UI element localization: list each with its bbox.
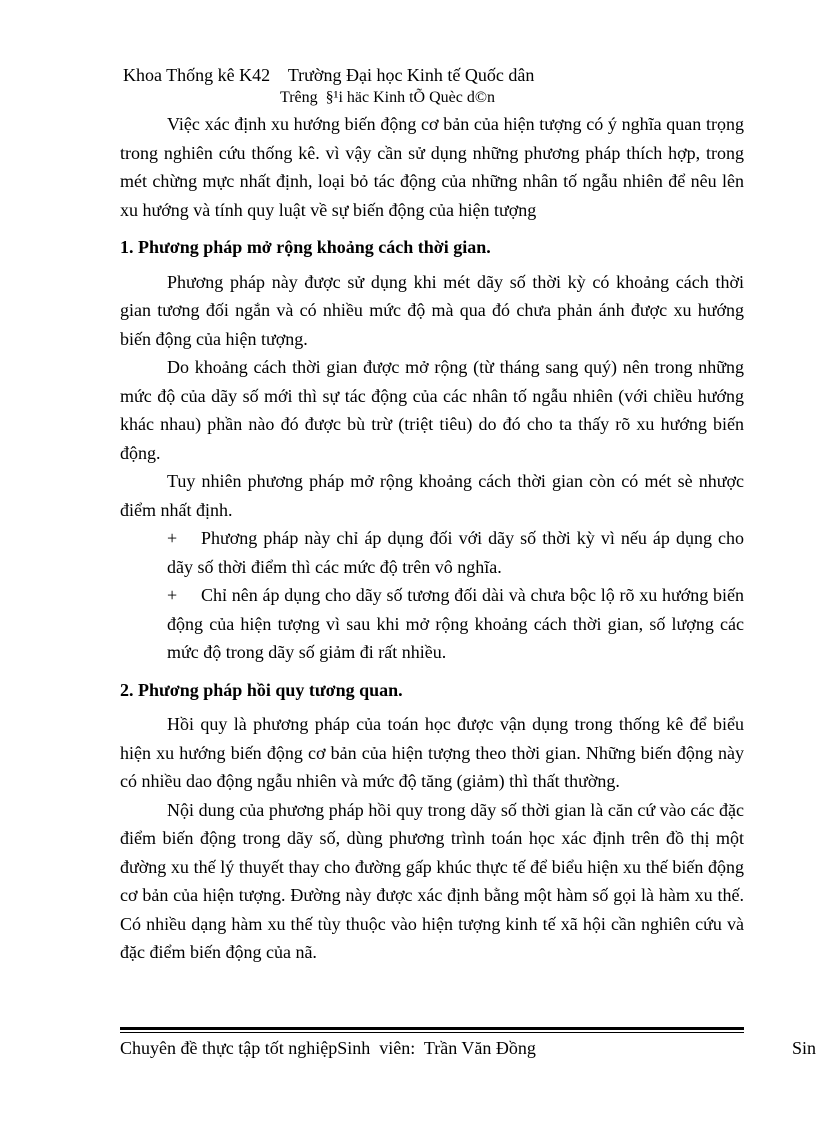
section-2-paragraph-2: Nội dung của phương pháp hồi quy trong dãy số thời gian là căn cứ vào các đặc điểm biến động trong dãy số, dùng phương trình toán học xác định trên đồ thị một đường xu thế lý thuyết thay cho đường gấp khúc thực tế để biểu hiện xu thế biến động cơ bản của hiện tượng. Đường này được xác định bằng một hàm số gọi là hàm xu thế. Có nhiều dạng hàm xu thế tùy thuộc vào hiện tượng kinh tế xã hội cần nghiên cứu và đặc điểm biến động của nã.: [120, 799, 744, 962]
section-2-heading: 2. Phương pháp hồi quy tương quan.: [120, 679, 403, 700]
page-footer: Chuyên đề thực tập tốt nghiệpSinh viên: Trần Văn Đồng: [120, 1038, 536, 1058]
bullet-mark: +: [167, 528, 178, 548]
bullet-item: [120, 524, 744, 581]
page-footer-cutoff: Sin: [792, 1038, 816, 1058]
bullet-text: Phương pháp này chỉ áp dụng đối với dãy số thời kỳ vì nếu áp dụng cho dãy số thời điểm thì các mức độ trên vô nghĩa.: [167, 528, 744, 577]
footer-divider-thin: [120, 1032, 744, 1033]
section-1-paragraph-3: Tuy nhiên phương pháp mở rộng khoảng cách thời gian còn có mét sè nhược điểm nhất định.: [120, 471, 744, 520]
bullet-text: Chỉ nên áp dụng cho dãy số tương đối dài và chưa bộc lộ rõ xu hướng biến động của hiện tượng vì sau khi mở rộng khoảng cách thời gian, số lượng các mức độ trong dãy số giảm đi rất nhiều.: [167, 585, 744, 662]
document-body: [120, 110, 744, 967]
bullet-item: [120, 581, 744, 667]
intro-paragraph: Việc xác định xu hướng biến động cơ bản của hiện tượng có ý nghĩa quan trọng trong nghiên cứu thống kê. vì vậy cần sử dụng những phương pháp thích hợp, trong mét chừng mực nhất định, loại bỏ tác động của những nhân tố ngẫu nhiên để nêu lên xu hướng và tính quy luật về sự biến động của hiện tượng: [120, 114, 744, 220]
bullet-mark: +: [167, 585, 178, 605]
section-2-paragraph-1: Hồi quy là phương pháp của toán học được vận dụng trong thống kê để biểu hiện xu hướng biến động cơ bản của hiện tượng theo thời gian. Những biến động này có nhiều dao động ngẫu nhiên và mức độ tăng (giảm) thì thất thường.: [120, 714, 744, 791]
footer-divider-thick: [120, 1027, 744, 1030]
section-1-paragraph-1: Phương pháp này được sử dụng khi mét dãy số thời kỳ có khoảng cách thời gian tương đối ngắn và có nhiều mức độ mà qua đó chưa phản ánh được xu hướng biến động của hiện tượng.: [120, 271, 744, 349]
page-header-garbled: Trêng §¹i häc Kinh tÕ Quèc d©n: [280, 89, 495, 106]
page-header: Khoa Thống kê K42 Trường Đại học Kinh tế Quốc dân: [123, 65, 535, 85]
section-1-heading: 1. Phương pháp mở rộng khoảng cách thời gian.: [120, 237, 491, 257]
section-1-paragraph-2: Do khoảng cách thời gian được mở rộng (từ tháng sang quý) nên trong những mức độ của dãy số mới thì sự tác động của các nhân tố ngẫu nhiên (với chiều hướng khác nhau) phần nào đó được bù trừ (triệt tiêu) do đó cho ta thấy rõ xu hướng biến động.: [120, 357, 744, 463]
